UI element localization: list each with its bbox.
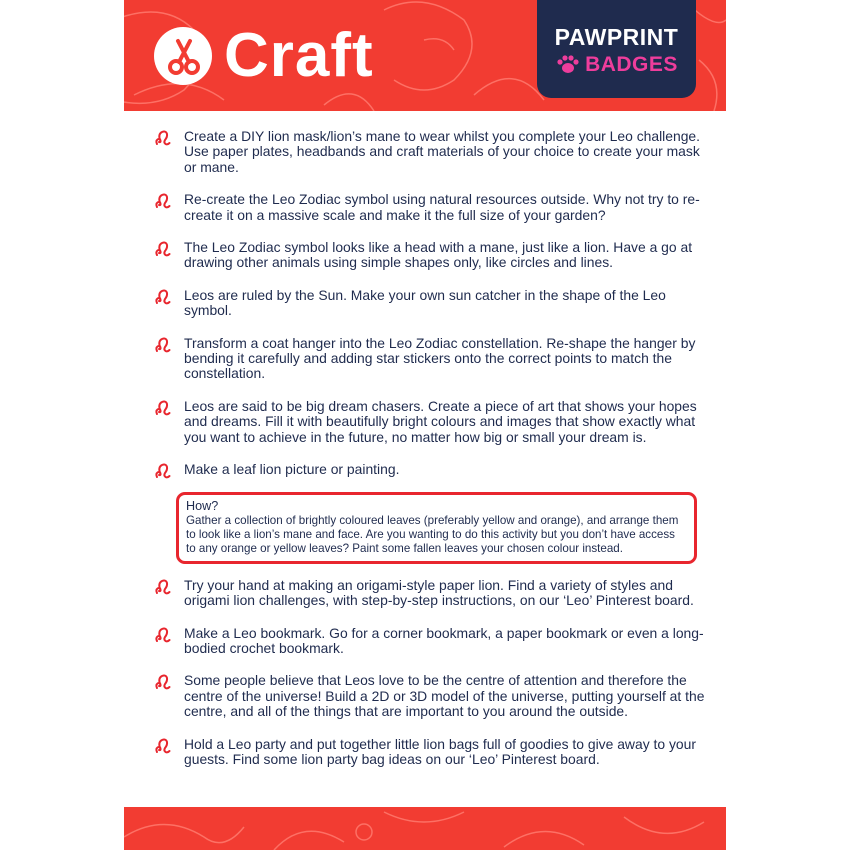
list-item <box>154 399 709 445</box>
logo-text-bottom: BADGES <box>585 53 678 76</box>
leo-symbol-icon <box>154 192 172 210</box>
list-item-text: Leos are ruled by the Sun. Make your own sun catcher in the shape of the Leo symbol. <box>184 286 666 319</box>
list-item-text: Try your hand at making an origami-style paper lion. Find a variety of styles and origami lion challenges, with step-by-step instructions, on our ‘Leo’ Pinterest board. <box>184 576 694 609</box>
list-item-text: Transform a coat hanger into the Leo Zodiac constellation. Re-shape the hanger by bending it carefully and adding star stickers onto the correct points to match the constellation. <box>184 334 696 382</box>
leo-symbol-icon <box>154 288 172 306</box>
leo-symbol-icon <box>154 737 172 755</box>
paw-icon <box>555 54 581 74</box>
list-item-text: Make a leaf lion picture or painting. <box>184 461 400 478</box>
list-item <box>154 673 709 719</box>
list-item <box>154 192 709 223</box>
scissors-icon <box>154 27 212 85</box>
activity-list <box>154 129 709 784</box>
list-item-text: Hold a Leo party and put together little lion bags full of goodies to give away to your guests. Find some lion party bag ideas on our ‘Leo’ Pinterest board. <box>184 735 696 767</box>
leo-symbol-icon <box>154 673 172 691</box>
leo-symbol-icon <box>154 240 172 258</box>
activity-group-before <box>154 129 709 478</box>
list-item <box>154 578 709 609</box>
leo-symbol-icon <box>154 578 172 596</box>
leo-symbol-icon <box>154 399 172 417</box>
list-item <box>154 336 709 382</box>
logo-line-bottom <box>537 52 696 78</box>
leo-symbol-icon <box>154 336 172 354</box>
list-item-text: The Leo Zodiac symbol looks like a head with a mane, just like a lion. Have a go at drawing other animals using simple shapes only, like circles and lines. <box>184 239 693 271</box>
how-text: Gather a collection of brightly coloured leaves (preferably yellow and orange), and arrange them to look like a lion’s mane and face. Are you wanting to do this activity but you don’t have access to any orange or yellow leaves? Paint some fallen leaves your chosen colour instead. <box>186 513 679 556</box>
list-item-text: Re-create the Leo Zodiac symbol using natural resources outside. Why not try to re-create it on a massive scale and make it the full size of your garden? <box>184 191 700 223</box>
list-item-text: Create a DIY lion mask/lion’s mane to wear whilst you complete your Leo challenge. Use paper plates, headbands and craft materials of your choice to create your mask or mane. <box>184 128 701 175</box>
how-title: How? <box>186 498 219 513</box>
pawprint-badges-logo <box>537 0 696 98</box>
footer-banner <box>124 807 726 850</box>
leo-symbol-icon <box>154 129 172 147</box>
list-item-text: Make a Leo bookmark. Go for a corner bookmark, a paper bookmark or even a long-bodied crochet bookmark. <box>184 624 704 656</box>
list-item <box>154 626 709 657</box>
lion-pattern-decoration <box>124 807 726 850</box>
list-item <box>154 462 709 477</box>
page-title: Craft <box>224 21 374 90</box>
list-item-text: Some people believe that Leos love to be the centre of attention and therefore the centre of the universe! Build a 2D or 3D model of the universe, putting yourself at the centre, and all of the things that are important to you around the outside. <box>184 672 705 720</box>
header-banner <box>124 0 726 111</box>
list-item <box>154 240 709 271</box>
list-item <box>154 288 709 319</box>
list-item <box>154 737 709 768</box>
how-box <box>176 492 697 564</box>
craft-page <box>124 0 726 850</box>
leo-symbol-icon <box>154 462 172 480</box>
list-item-text: Leos are said to be big dream chasers. Create a piece of art that shows your hopes and dreams. Fill it with beautifully bright colours and images that show exactly what you want to achieve in the future, no matter how big or small your dream is. <box>184 397 697 445</box>
list-item <box>154 129 709 175</box>
logo-text-top: PAWPRINT <box>554 24 679 50</box>
activity-group-after <box>154 578 709 768</box>
leo-symbol-icon <box>154 626 172 644</box>
